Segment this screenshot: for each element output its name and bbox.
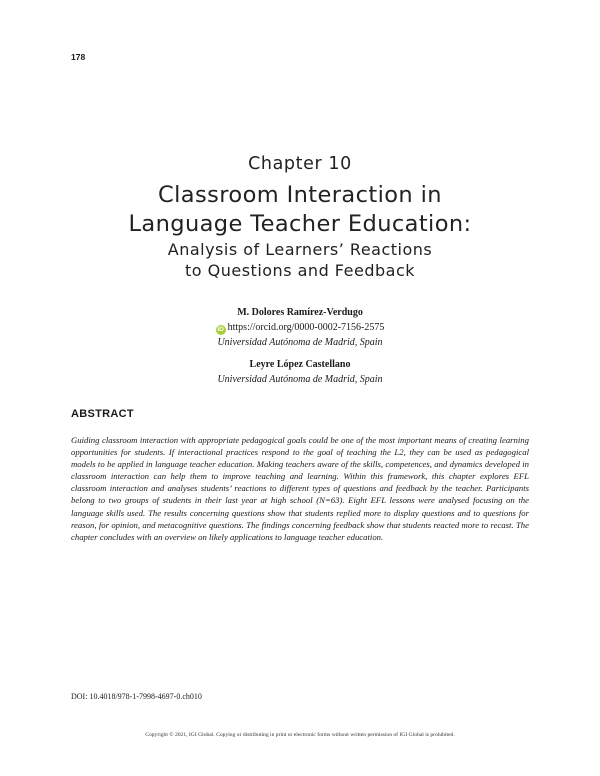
orcid-line <box>0 320 600 335</box>
chapter-title <box>0 181 600 281</box>
abstract-text: Guiding classroom interaction with appropriate pedagogical goals could be one of the most important means of creating learning opportunities for students. If interactional practices respond to the goal of teaching the L2, they can be used as pedagogical models to be applied in language teacher education. Making teachers aware of the skills, competences, and dynamics developed in classroom interaction can help them to improve teaching and learning. Within this framework, this chapter explores EFL classroom interaction and analyses students’ reactions to different types of questions and feedback by the teacher. Participants belong to two groups of students in their last year at high school (N=63). Eight EFL lessons were analysed focusing on the language skills used. The results concerning questions show that students replied more to display questions and to questions for reason, for opinion, and metacognitive questions. The findings concerning feedback show that students reacted more to recast. The chapter concludes with an overview on likely applications to language teacher education. <box>71 435 529 542</box>
author-block <box>0 306 600 387</box>
title-line-2: Language Teacher Education: <box>128 211 472 237</box>
orcid-icon: iD <box>217 326 224 333</box>
title-line-1: Classroom Interaction in <box>158 182 442 208</box>
orcid-link[interactable]: https://orcid.org/0000-0002-7156-2575 <box>227 322 385 333</box>
author-name-1: M. Dolores Ramírez-Verdugo <box>237 307 363 318</box>
page-number: 178 <box>71 52 86 62</box>
subtitle-line-2: to Questions and Feedback <box>184 261 415 280</box>
subtitle-line-1: Analysis of Learners’ Reactions <box>167 240 433 259</box>
affiliation-2: Universidad Autónoma de Madrid, Spain <box>217 374 383 385</box>
copyright-notice: Copyright © 2021, IGI Global. Copying or distributing in print or electronic forms without written permission of IGI Global is prohibited. <box>145 732 455 738</box>
author-name-2: Leyre López Castellano <box>249 359 351 370</box>
affiliation-1: Universidad Autónoma de Madrid, Spain <box>217 337 383 348</box>
doi-label: DOI: 10.4018/978-1-7998-4697-0.ch010 <box>71 692 202 701</box>
abstract-heading: ABSTRACT <box>71 408 134 420</box>
chapter-label: Chapter 10 <box>248 154 352 174</box>
